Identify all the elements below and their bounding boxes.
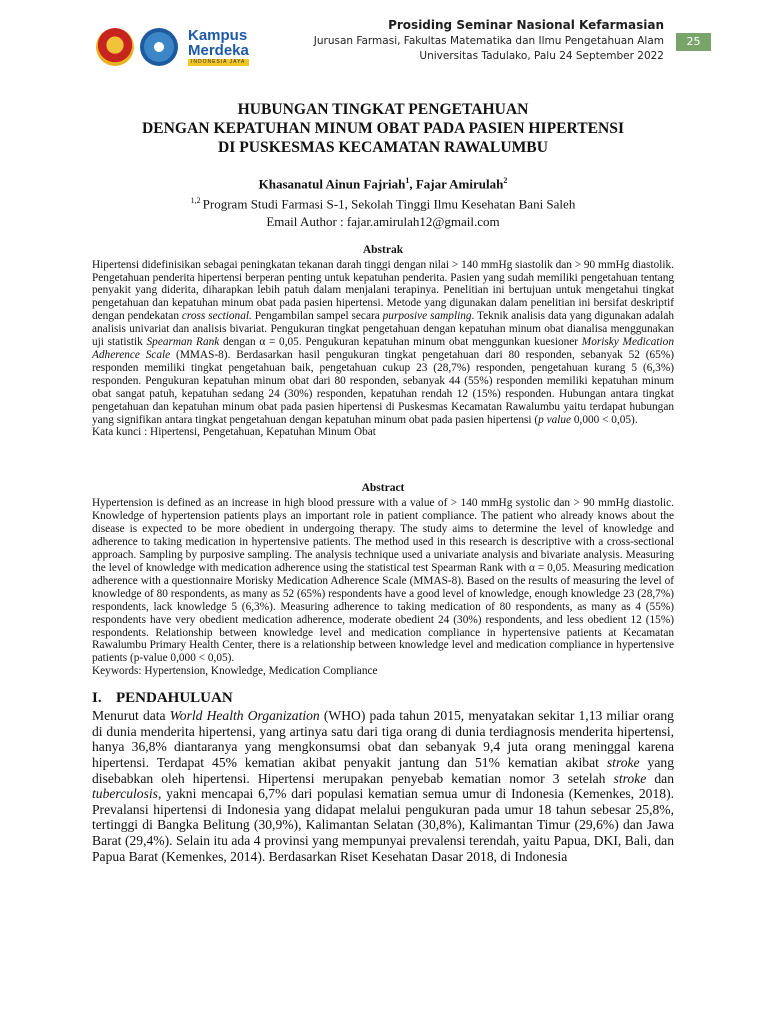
affiliation: [92, 192, 674, 212]
logo-group: [96, 28, 249, 66]
kampus-merdeka-subtitle: INDONESIA JAYA: [188, 59, 249, 66]
keywords: Keywords: Hypertension, Knowledge, Medication Compliance: [92, 665, 378, 678]
title-line-1: HUBUNGAN TINGKAT PENGETAHUAN: [237, 101, 529, 118]
author-1: Khasanatul Ainun Fajriah: [258, 176, 406, 192]
author-email: Email Author : fajar.amirulah12@gmail.com: [266, 213, 500, 229]
intro-text-5: , yakni mencapai 6,7% dari populasi kematian semua umur di Indonesia (Kemenkes, 2018). Prevalansi hipertensi di Indonesia yang didapat melalui pengukuran pada umur 18 tahun sebesar 25,8%, tertinggi di Bangka Belitung (30,9%), Kalimantan Selatan (30,8%), Kalimantan Timur (29,6%) dan Jawa Barat (29,4%). Selain itu ada 4 provinsi yang mempunyai prevalensi terendah, yaitu Papua, DKI, Bali, dan Papua Barat (Kemenkes, 2014). Berdasarkan Riset Kesehatan Dasar 2018, di Indonesia: [92, 786, 674, 864]
abstrak-text-6: 0,000 < 0,05).: [571, 413, 638, 426]
abstrak-italic-4: Morisky Medication Adherence Scale: [92, 336, 674, 361]
kampus-merdeka-text-2: Merdeka: [188, 42, 249, 59]
intro-italic-1: World Health Organization: [169, 708, 320, 724]
pendahuluan-paragraph: [92, 708, 674, 864]
proceedings-info: [314, 17, 664, 64]
abstrak-italic-5: p value: [538, 413, 572, 426]
section-number: I.: [92, 690, 102, 707]
intro-italic-2: stroke: [606, 755, 640, 770]
intro-italic-4: tuberculosis: [92, 786, 158, 802]
page-header: [0, 0, 768, 82]
title-line-3: DI PUSKESMAS KECAMATAN RAWALUMBU: [218, 139, 548, 156]
department-line: Jurusan Farmasi, Fakultas Matematika dan Ilmu Pengetahuan Alam: [313, 35, 664, 47]
abstract-body: Hypertension is defined as an increase in high blood pressure with a value of > 140 mmHg systolic dan > 90 mmHg diastolic. Knowledge of hypertension patients plays an important role in patient compliance. The patient who already knows about the disease is expected to be more obedient in undergoing therapy. The study aims to determine the level of knowledge and adherence to taking medication in hypertensive patients. The method used in this research is descriptive with a cross-sectional approach. Sampling by purposive sampling. The analysis technique used a univariate analysis and bivariate analysis. Measuring the level of knowledge with medication adherence using the statistical test Spearman Rank with α = 0,05. Measuring medication adherence with a questionnaire Morisky Medication Adherence Scale (MMAS-8). Based on the results of measuring the level of knowledge of 80 respondents, as many as 52 (65%) respondents have a good level of knowledge, enough knowledge 23 (28,7%) respondents, lack knowledge 5 (6,3%). Measuring adherence to taking medication of 80 respondents, as many as 4 (55%) respondents have very obedient medication adherence, moderate obedient 24 (30%) respondents, and less obedient 12 (15%) respondents. Relationship between knowledge level and medication compliance in hypertensive patients at Kecamatan Rawalumbu Primary Health Center, there is a relationship between knowledge level and medication compliance in hypertensive patients (p-value 0,000 < 0,05).: [92, 497, 674, 665]
kampus-merdeka-logo: [188, 28, 249, 66]
abstrak-italic-3: Spearman Rank: [146, 336, 220, 349]
affiliation-text: Program Studi Farmasi S-1, Sekolah Tinggi Ilmu Kesehatan Bani Saleh: [202, 196, 576, 212]
abstrak-text-2: Pengambilan sampel secara: [251, 310, 383, 323]
abstrak-text-4: dengan α = 0,05. Pengukuran kepatuhan minum obat menggunkan kuesioner: [219, 336, 582, 349]
university-date-line: Universitas Tadulako, Palu 24 September 2022: [419, 50, 664, 62]
intro-italic-3: stroke: [613, 770, 647, 786]
abstrak-text-3: . Teknik analisis data yang digunakan adalah analisis univariat dan analisis bivariat. Pengukuran tingkat pengetahuan dengan kepatuhan minum obat dianalisa menggunakan uji statistik: [92, 310, 674, 349]
abstrak-body: [92, 259, 674, 427]
intro-text-3: yang disebabkan oleh hipertensi. Hipertensi merupakan penyebab kematian nomor 3 setelah: [92, 755, 674, 786]
title-line-2: DENGAN KEPATUHAN MINUM OBAT PADA PASIEN HIPERTENSI: [141, 120, 625, 137]
page-number-badge: 25: [676, 33, 711, 51]
intro-text-1: Menurut data: [92, 708, 170, 724]
proceedings-title: Prosiding Seminar Nasional Kefarmasian: [388, 18, 664, 32]
affiliation-sup: 1,2: [190, 196, 203, 206]
section-title: PENDAHULUAN: [116, 690, 233, 707]
abstrak-heading: Abstrak: [362, 243, 404, 256]
paper-body: [92, 100, 674, 864]
section-heading-pendahuluan: [92, 690, 674, 707]
author-2: Fajar Amirulah: [415, 176, 504, 192]
abstrak-text-1: Hipertensi didefinisikan sebagai peningkatan tekanan darah tinggi dengan nilai > 140 mmHg siastolik dan > 90 mmHg diastolik. Pengetahuan penderita hipertensi berperan penting untuk kepatuhan penderita. Pasien yang sudah memiliki pengetahuan tentang penyakit yang diderita, diharapkan lebih patuh dalam menjalani terapinya. Penelitian ini bertujuan untuk mengetahui tingkat pengetahuan dan kepatuhan minum obat pada pasien hipertensi. Metode yang digunakan dalam penelitian ini bersifat deskriptif dengan pendekatan: [92, 258, 674, 323]
abstrak-text-5: (MMAS-8). Berdasarkan hasil pengukuran tingkat pengetahuan dari 80 responden, sebanyak 52 (65%) responden memiliki tingkat pengetahuan baik, pengetahuan cukup 23 (28,7%) responden, pengetahuan kurang 5 (6,3%) responden. Pengukuran kepatuhan minum obat dari 80 responden, sebanyak 44 (55%) responden memiliki kepatuhan minum obat sangat patuh, kepatuhan sedang 24 (30%) responden, kepatuhan rendah 12 (15%) responden. Hubungan antara tingkat pengetahuan dan kepatuhan minum obat pada pasien hipertensi di Puskesmas Kecamatan Rawalumbu yaitu terdapat hubungan yang signifikan antara tingkat pengetahuan dengan kepatuhan minum obat pada pasien hipertensi (: [92, 349, 674, 426]
author-separator: ,: [409, 176, 416, 192]
intro-text-2: (WHO) pada tahun 2015, menyatakan sekitar 1,13 miliar orang di dunia menderita hipertensi, yang artinya satu dari tiga orang di dunia terdiagnosis menderita hipertensi, hanya 36,8% diantaranya yang mengkonsumsi obat dan sebanyak 9,4 juta orang meninggal karena hipertensi. Terdapat 45% kematian akibat penyakit jantung dan 51% kematian akibat: [92, 708, 674, 770]
ministry-logo-icon: [140, 28, 178, 66]
university-logo-icon: [96, 28, 134, 66]
author-2-sup: 2: [503, 176, 508, 185]
kata-kunci: Kata kunci : Hipertensi, Pengetahuan, Kepatuhan Minum Obat: [92, 426, 376, 439]
author-line: [92, 173, 674, 192]
intro-text-4: dan: [646, 770, 674, 786]
abstrak-italic-2: purposive sampling: [382, 310, 472, 323]
abstrak-italic-1: cross sectional.: [181, 310, 252, 323]
author-1-sup: 1: [405, 176, 410, 185]
abstract-heading: Abstract: [361, 482, 405, 495]
kampus-merdeka-text-1: Kampus: [188, 27, 248, 44]
paper-title: [92, 100, 674, 157]
